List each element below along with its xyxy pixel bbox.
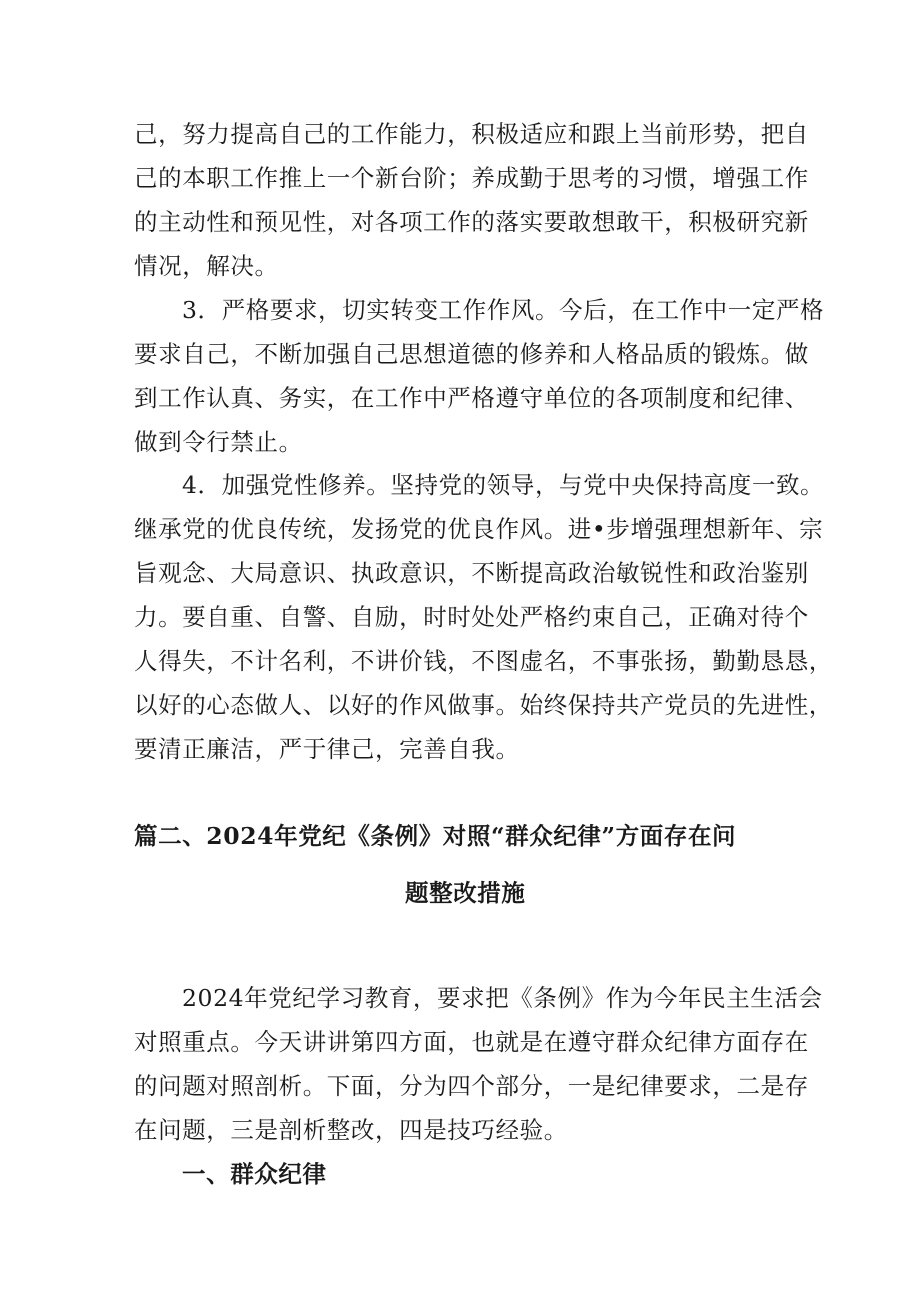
paragraph-line: 的问题对照剖析。下面，分为四个部分，一是纪律要求，二是存 (134, 1072, 809, 1100)
paragraph-line: 对照重点。今天讲讲第四方面，也就是在遵守群众纪律方面存在 (134, 1028, 809, 1056)
paragraph-line: 继承党的优良传统，发扬党的优良作风。进•步增强理想新年、宗 (134, 515, 824, 543)
paragraph-line: 在问题，三是剖析整改，四是技巧经验。 (134, 1116, 568, 1144)
section-heading-line: 题整改措施 (405, 879, 526, 907)
paragraph-line: 的主动性和预见性，对各项工作的落实要敢想敢干，积极研究新 (134, 208, 809, 236)
paragraph-line: 己的本职工作推上一个新台阶；养成勤于思考的习惯，增强工作 (134, 164, 809, 192)
paragraph-line: 己，努力提高自己的工作能力，积极适应和跟上当前形势，把自 (134, 120, 809, 148)
list-item-3-start: 3．严格要求，切实转变工作作风。今后，在工作中一定严格 (182, 296, 825, 324)
paragraph-line: 要清正廉洁，严于律己，完善自我。 (134, 735, 520, 763)
subsection-heading: 一、群众纪律 (182, 1160, 327, 1188)
paragraph-line: 人得失，不计名利，不讲价钱，不图虚名，不事张扬，勤勤恳恳， (134, 647, 833, 675)
section-heading-line: 篇二、2024年党纪《条例》对照“群众纪律”方面存在问 (134, 822, 737, 850)
paragraph-line: 到工作认真、务实，在工作中严格遵守单位的各项制度和纪律、 (134, 384, 809, 412)
paragraph-line: 做到令行禁止。 (134, 428, 303, 456)
paragraph-line: 旨观念、大局意识、执政意识，不断提高政治敏锐性和政治鉴别 (134, 559, 809, 587)
list-item-4-start: 4．加强党性修养。坚持党的领导，与党中央保持高度一致。 (182, 471, 825, 499)
paragraph-line: 以好的心态做人、以好的作风做事。始终保持共产党员的先进性， (134, 691, 833, 719)
paragraph-line: 要求自己，不断加强自己思想道德的修养和人格品质的锻炼。做 (134, 340, 809, 368)
paragraph-line: 力。要自重、自警、自励，时时处处严格约束自己，正确对待个 (134, 603, 809, 631)
paragraph-first-line: 2024年党纪学习教育，要求把《条例》作为今年民主生活会 (182, 984, 823, 1012)
paragraph-line: 情况，解决。 (134, 252, 279, 280)
